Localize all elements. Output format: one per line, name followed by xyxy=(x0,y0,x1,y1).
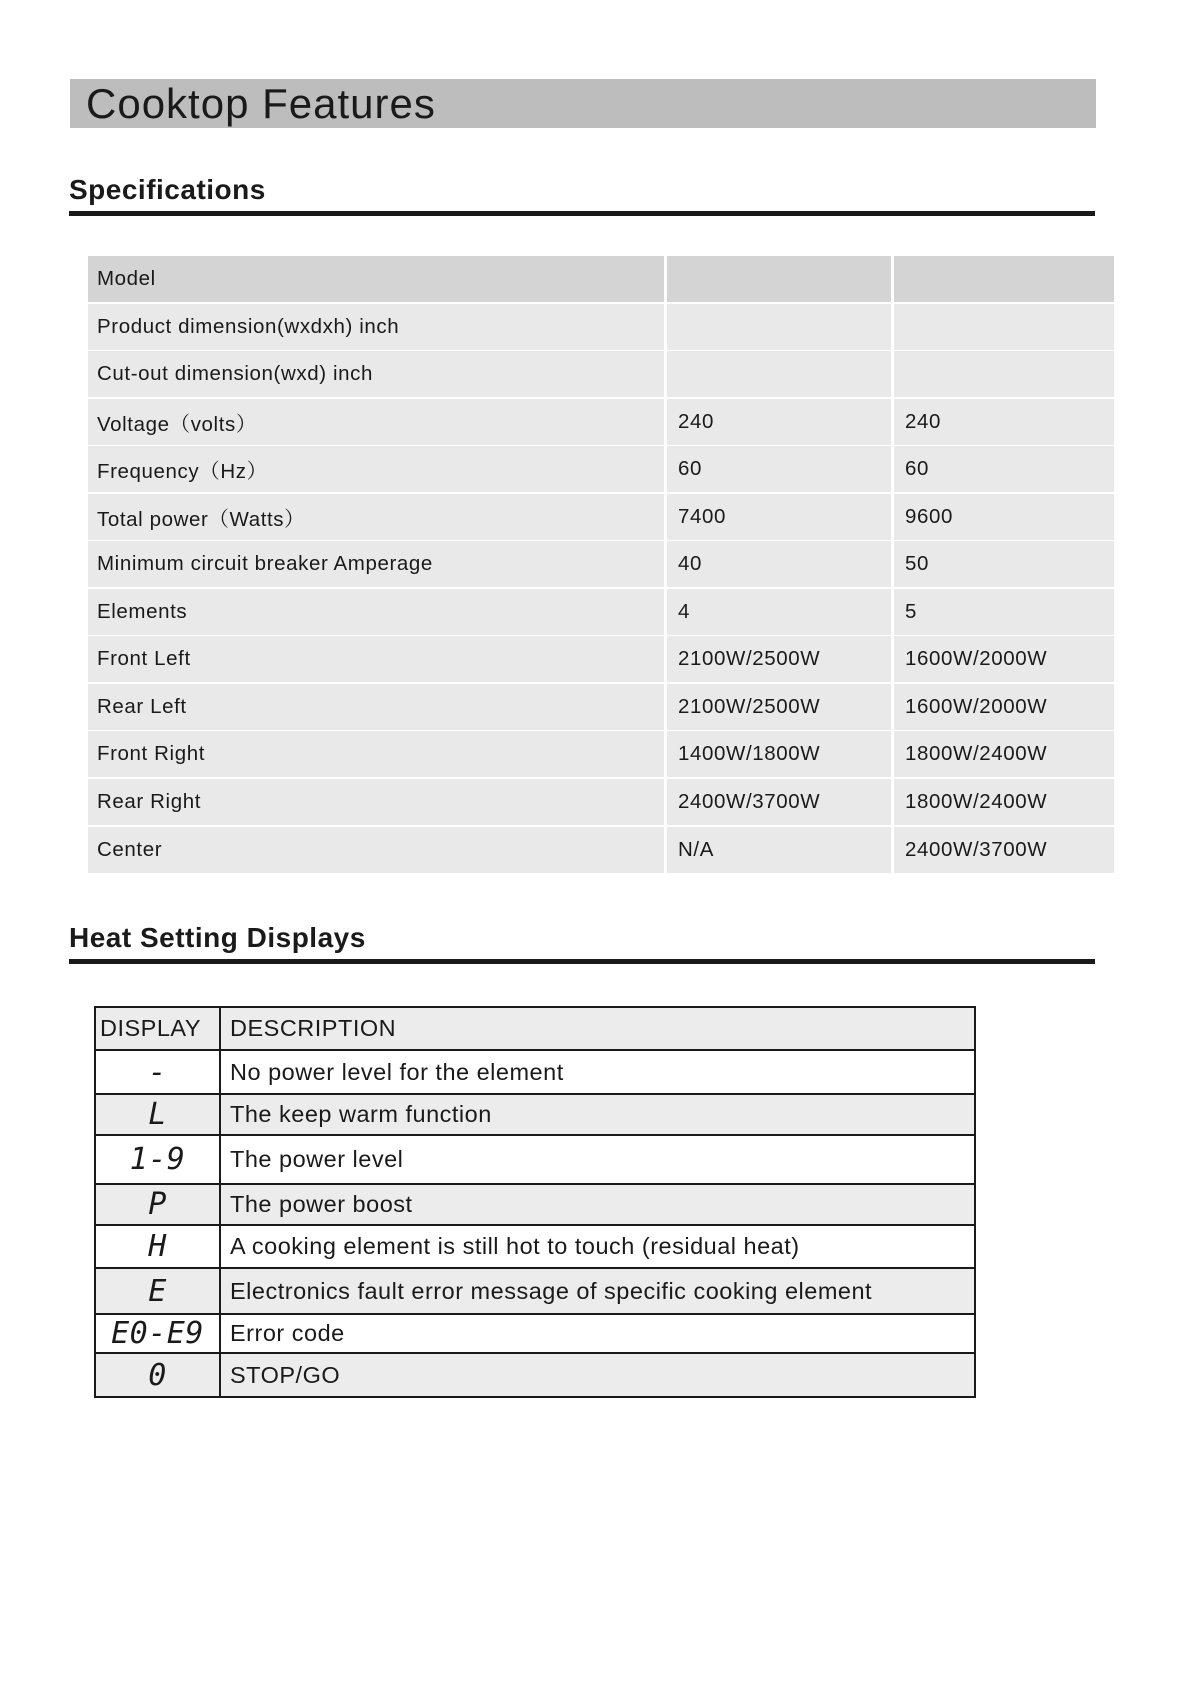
spec-model-2-value: 1600W/2000W xyxy=(894,684,1114,730)
display-description: STOP/GO xyxy=(220,1353,975,1397)
spec-model-2-value: 50 xyxy=(894,541,1114,587)
table-row xyxy=(95,1135,975,1184)
heat-settings-table xyxy=(94,1006,976,1398)
spec-row xyxy=(88,304,1114,350)
spec-label: Rear Right xyxy=(88,779,664,825)
display-description: No power level for the element xyxy=(220,1050,975,1094)
display-description: The power boost xyxy=(220,1184,975,1225)
heat-settings-rule xyxy=(69,959,1095,964)
spec-model-1-value: 2100W/2500W xyxy=(667,684,891,730)
spec-model-2-value: 1600W/2000W xyxy=(894,636,1114,682)
spec-model-1-value: N/A xyxy=(667,827,891,873)
spec-model-1-value xyxy=(667,351,891,397)
display-description: Electronics fault error message of specific cooking element xyxy=(220,1268,975,1314)
spec-model-1-value: 1400W/1800W xyxy=(667,731,891,777)
spec-label: Total power（Watts） xyxy=(88,494,664,540)
spec-row xyxy=(88,779,1114,825)
spec-row xyxy=(88,589,1114,635)
spec-model-1-value: 4 xyxy=(667,589,891,635)
spec-label: Voltage（volts） xyxy=(88,399,664,445)
display-code: E0-E9 xyxy=(95,1314,220,1353)
spec-model-1-value: 40 xyxy=(667,541,891,587)
spec-model-1-value xyxy=(667,304,891,350)
spec-label: Front Left xyxy=(88,636,664,682)
spec-model-1-value: 2100W/2500W xyxy=(667,636,891,682)
table-row xyxy=(95,1225,975,1268)
display-description: Error code xyxy=(220,1314,975,1353)
display-code: 0 xyxy=(95,1353,220,1397)
display-description: A cooking element is still hot to touch (residual heat) xyxy=(220,1225,975,1268)
spec-model-2-value: 1800W/2400W xyxy=(894,731,1114,777)
description-column-header: DESCRIPTION xyxy=(220,1007,975,1050)
display-code: - xyxy=(95,1050,220,1094)
display-code: L xyxy=(95,1094,220,1135)
specifications-rule xyxy=(69,211,1095,216)
display-description: The power level xyxy=(220,1135,975,1184)
table-row xyxy=(95,1268,975,1314)
spec-model-2-value: 1800W/2400W xyxy=(894,779,1114,825)
spec-label: Frequency（Hz） xyxy=(88,446,664,492)
specifications-table xyxy=(88,256,1114,874)
table-row xyxy=(95,1353,975,1397)
spec-label: Product dimension(wxdxh) inch xyxy=(88,304,664,350)
spec-label: Cut-out dimension(wxd) inch xyxy=(88,351,664,397)
table-row xyxy=(95,1050,975,1094)
page-title-band xyxy=(70,79,1096,128)
spec-model-1-value: 7400 xyxy=(667,494,891,540)
spec-row xyxy=(88,731,1114,777)
display-code: 1-9 xyxy=(95,1135,220,1184)
spec-row xyxy=(88,351,1114,397)
display-code: H xyxy=(95,1225,220,1268)
spec-row xyxy=(88,494,1114,540)
spec-model-1-value: 240 xyxy=(667,399,891,445)
spec-model-2-value: 2400W/3700W xyxy=(894,827,1114,873)
table-row xyxy=(95,1094,975,1135)
spec-model-1-value: 60 xyxy=(667,446,891,492)
spec-model-1-value: 2400W/3700W xyxy=(667,779,891,825)
spec-row xyxy=(88,684,1114,730)
spec-row xyxy=(88,827,1114,873)
specifications-heading: Specifications xyxy=(69,174,266,205)
heat-settings-heading: Heat Setting Displays xyxy=(69,922,366,953)
spec-model-2-value: 60 xyxy=(894,446,1114,492)
spec-model-2-value xyxy=(894,351,1114,397)
spec-row xyxy=(88,446,1114,492)
spec-model-2-value: 240 xyxy=(894,399,1114,445)
spec-label: Elements xyxy=(88,589,664,635)
spec-header-model-2 xyxy=(894,256,1114,302)
display-description: The keep warm function xyxy=(220,1094,975,1135)
spec-model-2-value: 9600 xyxy=(894,494,1114,540)
table-row xyxy=(95,1314,975,1353)
spec-model-2-value: 5 xyxy=(894,589,1114,635)
display-code: P xyxy=(95,1184,220,1225)
spec-header-model-1 xyxy=(667,256,891,302)
spec-label: Center xyxy=(88,827,664,873)
table-row xyxy=(95,1184,975,1225)
heat-header-row xyxy=(95,1007,975,1050)
spec-row xyxy=(88,399,1114,445)
spec-row xyxy=(88,636,1114,682)
spec-model-2-value xyxy=(894,304,1114,350)
spec-label: Front Right xyxy=(88,731,664,777)
spec-label: Minimum circuit breaker Amperage xyxy=(88,541,664,587)
spec-row xyxy=(88,541,1114,587)
display-code: E xyxy=(95,1268,220,1314)
spec-header-row xyxy=(88,256,1114,302)
page-title: Cooktop Features xyxy=(86,80,436,127)
display-column-header: DISPLAY xyxy=(95,1007,220,1050)
spec-label: Rear Left xyxy=(88,684,664,730)
spec-header-label: Model xyxy=(88,256,664,302)
